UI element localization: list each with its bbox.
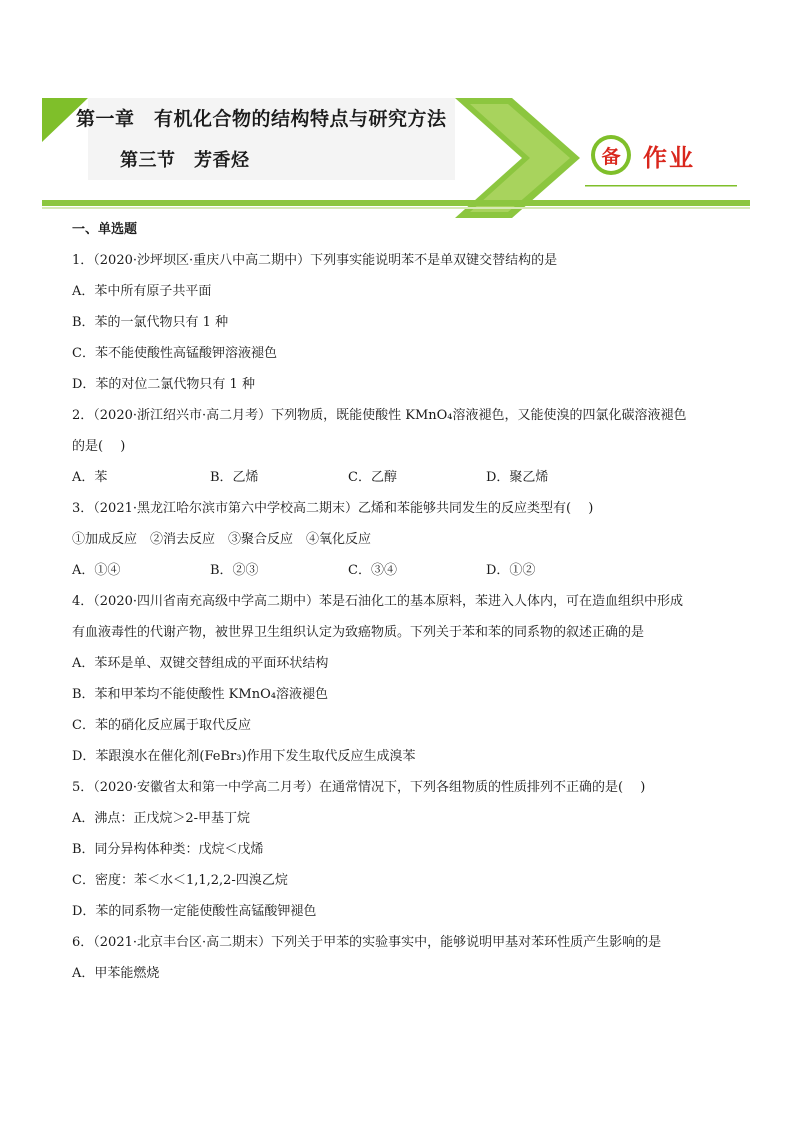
- option-a: A．甲苯能燃烧: [72, 966, 160, 981]
- option-b: B．乙烯: [210, 470, 259, 485]
- question-stem: 1．（2020·沙坪坝区·重庆八中高二期中）下列事实能说明苯不是单双键交替结构的是: [72, 253, 558, 268]
- badge-underline: [585, 185, 737, 187]
- question-stem: 3．（2021·黑龙江哈尔滨市第六中学校高二期末）乙烯和苯能够共同发生的反应类型有( ): [72, 501, 594, 516]
- section-title: 第三节 芳香烃: [120, 150, 250, 171]
- question-stem-cont: 有血液毒性的代谢产物，被世界卫生组织认定为致癌物质。下列关于苯和苯的同系物的叙述正确的是: [72, 625, 645, 640]
- question-stem: 5．（2020·安徽省太和第一中学高二月考）在通常情况下，下列各组物质的性质排列不正确的是( ): [72, 780, 646, 795]
- option-a: A．苯中所有原子共平面: [72, 284, 212, 299]
- chapter-title: 第一章 有机化合物的结构特点与研究方法: [76, 108, 447, 130]
- option-b: B．②③: [210, 563, 259, 578]
- option-b: B．苯和甲苯均不能使酸性 KMnO₄溶液褪色: [72, 687, 328, 702]
- badge-icon: [591, 135, 631, 175]
- question-stem-cont: 的是( ): [72, 439, 126, 454]
- question-4: [72, 586, 732, 772]
- option-d: D．苯的同系物一定能使酸性高锰酸钾褪色: [72, 904, 317, 919]
- badge-label: 作业: [643, 144, 695, 172]
- section-heading: 一、单选题: [72, 222, 138, 237]
- option-a: A．苯环是单、双键交替组成的平面环状结构: [72, 656, 329, 671]
- options-row: [72, 462, 732, 493]
- option-d: D．苯的对位二氯代物只有 1 种: [72, 377, 255, 392]
- option-c: C．③④: [348, 563, 397, 578]
- option-d: D．苯跟溴水在催化剂(FeBr₃)作用下发生取代反应生成溴苯: [72, 749, 416, 764]
- header-bottom-bar: [42, 200, 750, 206]
- option-a: A．①④: [72, 563, 121, 578]
- badge-char: 备: [595, 139, 627, 171]
- option-c: C．苯的硝化反应属于取代反应: [72, 718, 251, 733]
- reaction-types: ①加成反应 ②消去反应 ③聚合反应 ④氧化反应: [72, 532, 372, 547]
- question-1: [72, 245, 732, 400]
- page-header: [0, 0, 794, 220]
- question-stem: 4．（2020·四川省南充高级中学高二期中）苯是石油化工的基本原料，苯进入人体内，可在造血组织中形成: [72, 594, 683, 609]
- question-5: [72, 772, 732, 927]
- header-bottom-shadow: [42, 207, 750, 209]
- option-b: B．苯的一氯代物只有 1 种: [72, 315, 229, 330]
- question-stem: 6．（2021·北京丰台区·高二期末）下列关于甲苯的实验事实中，能够说明甲基对苯环性质产生影响的是: [72, 935, 662, 950]
- option-d: D．聚乙烯: [486, 470, 549, 485]
- question-2: [72, 400, 732, 493]
- options-row: [72, 555, 732, 586]
- option-d: D．①②: [486, 563, 536, 578]
- option-a: A．苯: [72, 470, 108, 485]
- option-b: B．同分异构体种类：戊烷＜戊烯: [72, 842, 264, 857]
- question-3: [72, 493, 732, 586]
- option-c: C．苯不能使酸性高锰酸钾溶液褪色: [72, 346, 277, 361]
- option-c: C．乙醇: [348, 470, 397, 485]
- worksheet-content: [72, 214, 732, 989]
- question-stem: 2．（2020·浙江绍兴市·高二月考）下列物质，既能使酸性 KMnO₄溶液褪色，又能使溴的四氯化碳溶液褪色: [72, 408, 687, 423]
- option-c: C．密度：苯＜水＜1,1,2,2-四溴乙烷: [72, 873, 288, 888]
- question-6: [72, 927, 732, 989]
- option-a: A．沸点：正戊烷＞2-甲基丁烷: [72, 811, 251, 826]
